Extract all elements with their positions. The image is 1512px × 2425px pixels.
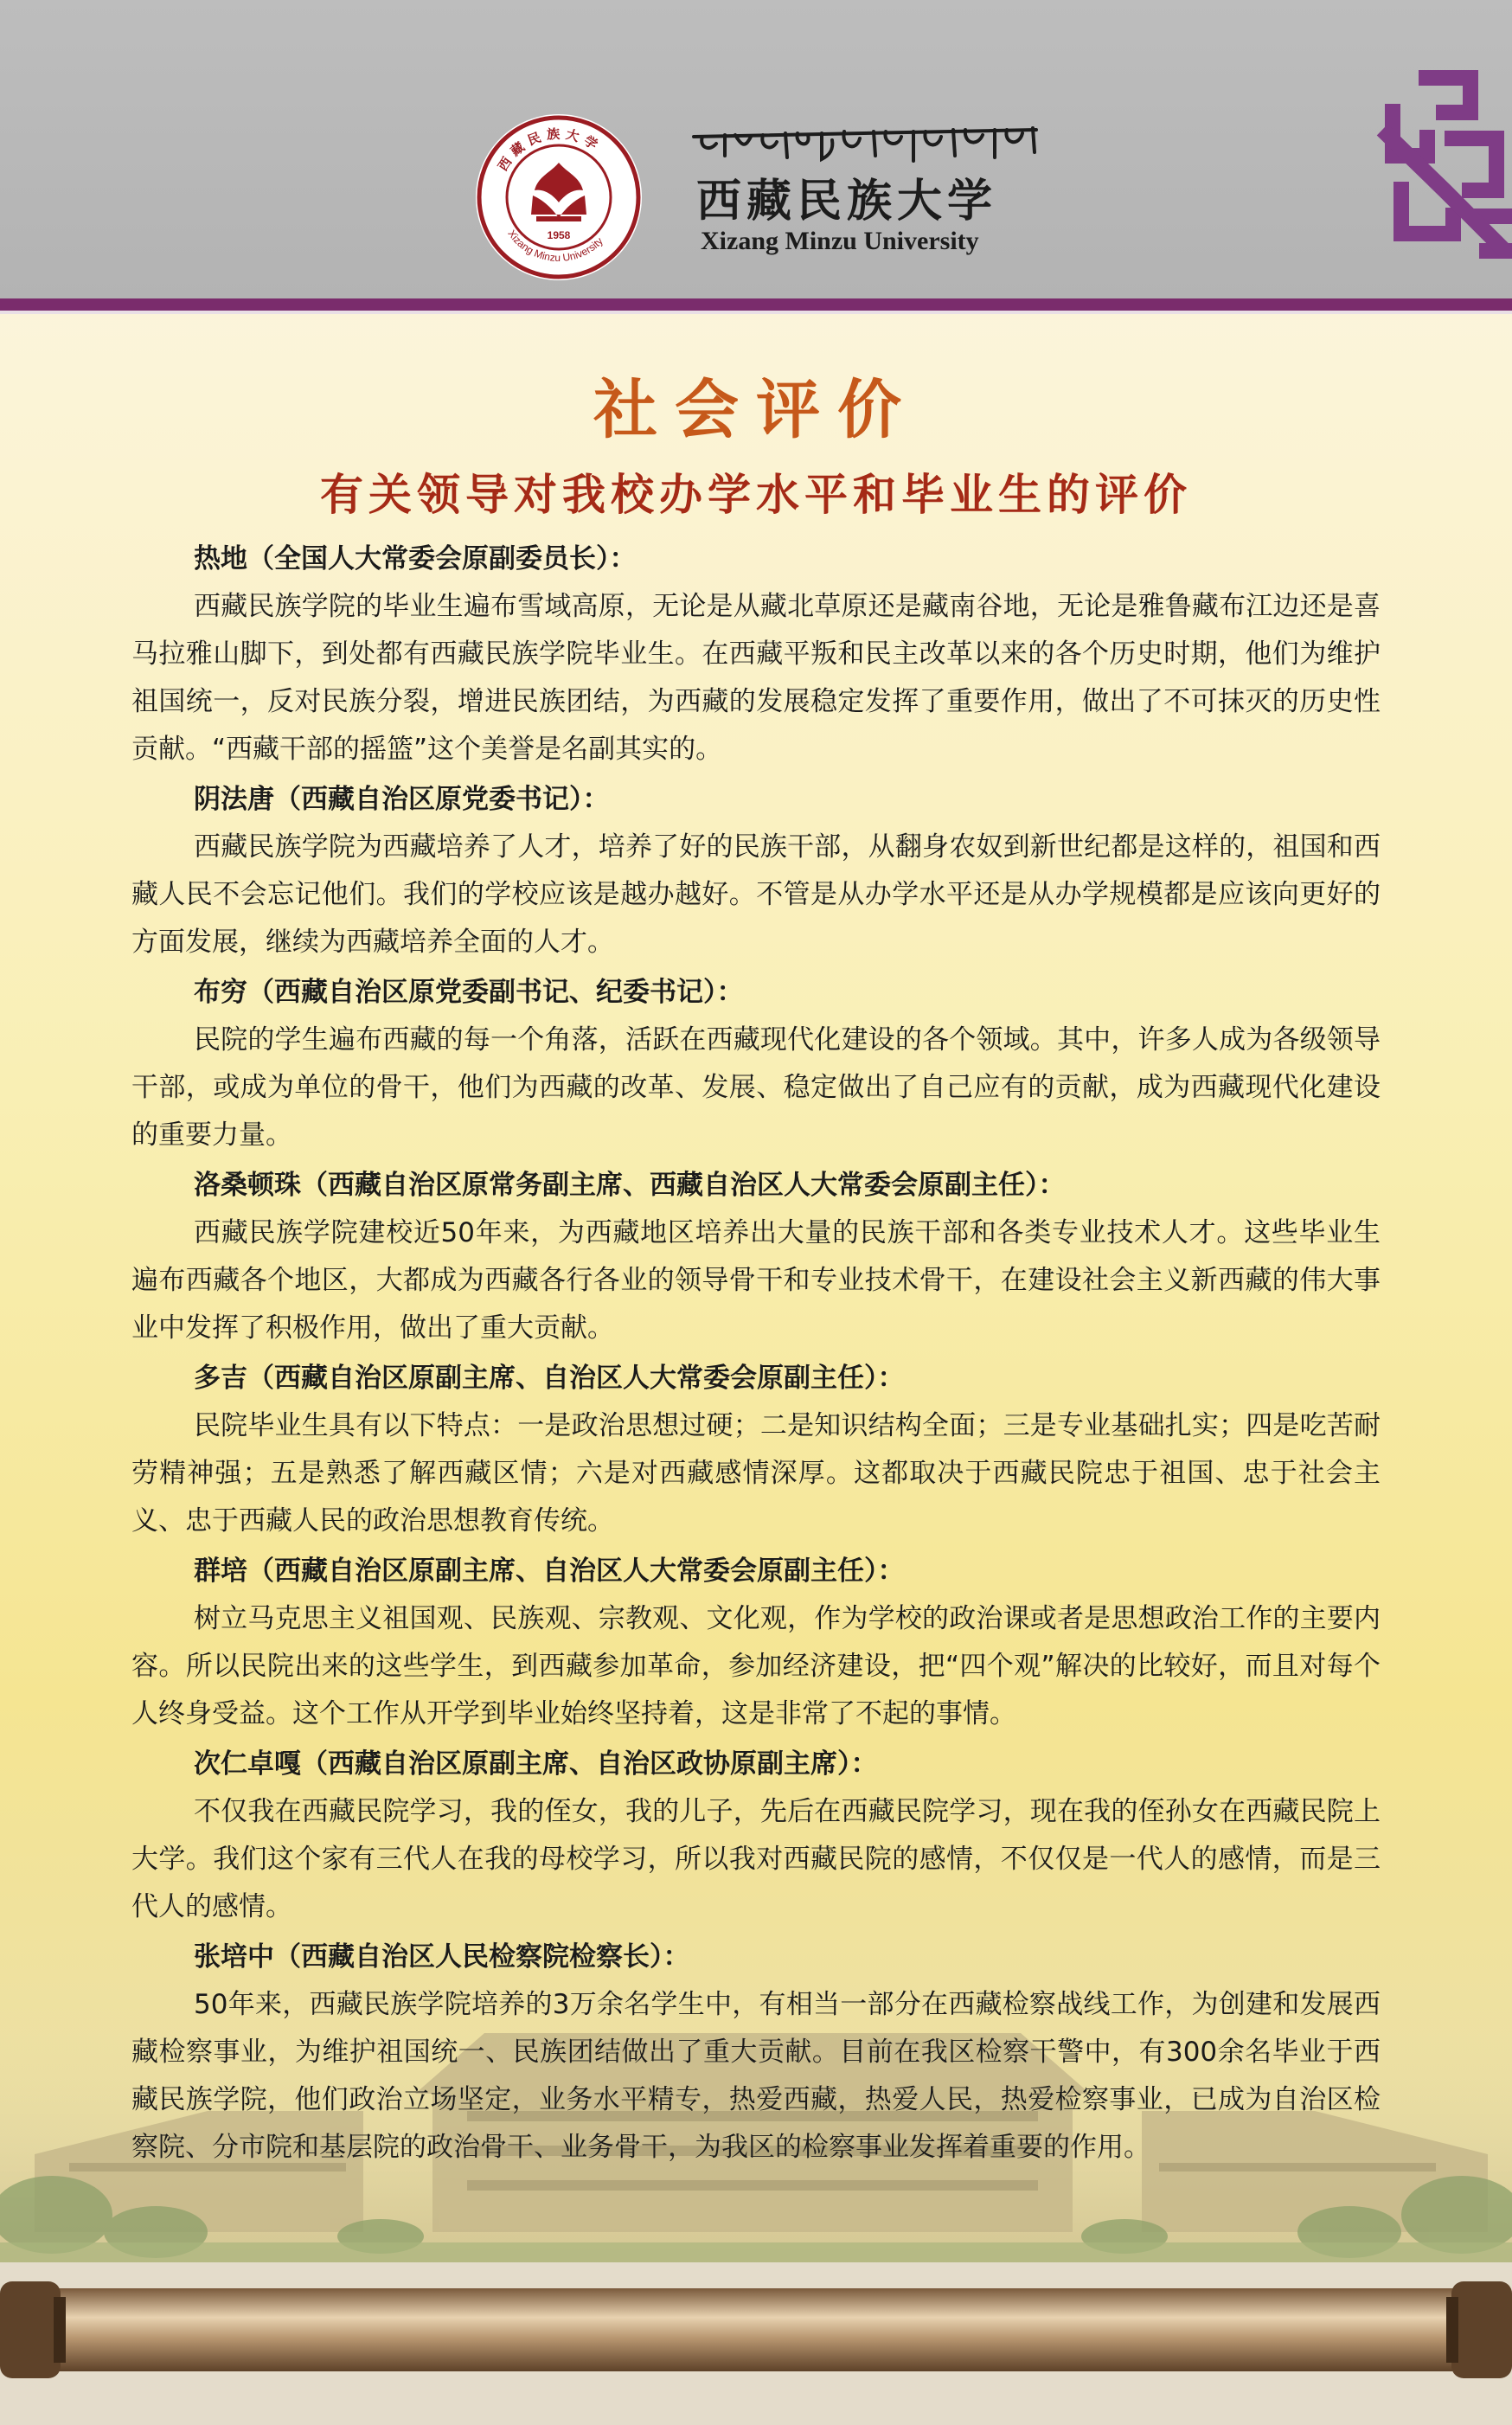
section-body-7: 不仅我在西藏民院学习，我的侄女，我的儿子，先后在西藏民院学习，现在我的侄孙女在西藏民院上大学。我们这个家有三代人在我的母校学习，所以我对西藏民院的感情，不仅仅是一代人的感情，而是三代人的感情。 [131, 1796, 1381, 1922]
page-subtitle: 有关领导对我校办学水平和毕业生的评价 [320, 470, 1192, 520]
header-divider [0, 298, 1512, 311]
section-body-4: 西藏民族学院建校近50年来，为西藏地区培养出大量的民族干部和各类专业技术人才。这些毕业生遍布西藏各个地区，大都成为西藏各行各业的领导骨干和专业技术骨干，在建设社会主义新西藏的伟大事业中发挥了积极作用，做出了重大贡献。 [131, 1217, 1381, 1344]
section-body-5: 民院毕业生具有以下特点：一是政治思想过硬；二是知识结构全面；三是专业基础扎实；四是吃苦耐劳精神强；五是熟悉了解西藏区情；六是对西藏感情深厚。这都取决于西藏民院忠于祖国、忠于社会主义、忠于西藏人民的政治思想教育传统。 [131, 1410, 1381, 1536]
section-heading-7: 次仁卓嘎（西藏自治区原副主席、自治区政协原副主席）： [194, 1748, 878, 1780]
section-heading-8: 张培中（西藏自治区人民检察院检察长）： [194, 1941, 690, 1973]
section-heading-5: 多吉（西藏自治区原副主席、自治区人大常委会原副主任）： [194, 1363, 905, 1394]
section-body-2: 西藏民族学院为西藏培养了人才，培养了好的民族干部，从翻身农奴到新世纪都是这样的，祖国和西藏人民不会忘记他们。我们的学校应该是越办越好。不管是从办学水平还是从办学规模都是应该向更好的方面发展，继续为西藏培养全面的人才。 [131, 831, 1381, 958]
section-body-6: 树立马克思主义祖国观、民族观、宗教观、文化观，作为学校的政治课或者是思想政治工作的主要内容。所以民院出来的这些学生，到西藏参加革命，参加经济建设，把“四个观”解决的比较好，而且对每个人终身受益。这个工作从开学到毕业始终坚持着，这是非常了不起的事情。 [131, 1603, 1381, 1729]
seal-text-en: Xizang Minzu University [505, 228, 605, 265]
seal-year: 1958 [547, 229, 571, 241]
endless-knot-ornament [1367, 52, 1512, 303]
seal-text-cn: 西藏民族大学 [495, 125, 605, 174]
evaluation-list [131, 535, 1381, 2173]
university-name-en: Xizang Minzu University [701, 227, 979, 255]
section-heading-2: 阴法唐（西藏自治区原党委书记）： [194, 784, 610, 815]
section-heading-6: 群培（西藏自治区原副主席、自治区人大常委会原副主任）： [194, 1556, 905, 1587]
section-heading-3: 布穷（西藏自治区原党委副书记、纪委书记）： [194, 977, 744, 1008]
section-body-3: 民院的学生遍布西藏的每一个角落，活跃在西藏现代化建设的各个领域。其中，许多人成为各级领导干部，或成为单位的骨干，他们为西藏的改革、发展、稳定做出了自己应有的贡献，成为西藏现代化建设的重要力量。 [131, 1024, 1381, 1151]
university-name-cn: 西藏民族大学 [696, 175, 998, 228]
section-body-8: 50年来，西藏民族学院培养的3万余名学生中，有相当一部分在西藏检察战线工作，为创建和发展西藏检察事业，为维护祖国统一、民族团结做出了重大贡献。目前在我区检察干警中，有300余名毕业于西藏民族学院，他们政治立场坚定，业务水平精专，热爱西藏，热爱人民，热爱检察事业，已成为自治区检察院、分市院和基层院的政治骨干、业务骨干，为我区的检察事业发挥着重要的作用。 [131, 1989, 1381, 2163]
section-heading-1: 热地（全国人大常委会原副委员长）： [194, 543, 637, 574]
section-heading-4: 洛桑顿珠（西藏自治区原常务副主席、西藏自治区人大常委会原副主任）： [194, 1170, 1066, 1201]
page-title: 社会评价 [593, 373, 919, 447]
scroll-ornament [0, 2262, 1512, 2425]
section-body-1: 西藏民族学院的毕业生遍布雪域高原，无论是从藏北草原还是藏南谷地，无论是雅鲁藏布江边还是喜马拉雅山脚下，到处都有西藏民族学院毕业生。在西藏平叛和民主改革以来的各个历史时期，他们为维护祖国统一，反对民族分裂，增进民族团结，为西藏的发展稳定发挥了重要作用，做出了不可抹灭的历史性贡献。“西藏干部的摇篮”这个美誉是名副其实的。 [131, 591, 1381, 765]
university-seal-logo [474, 112, 644, 282]
header-divider-light [0, 311, 1512, 314]
tibetan-script-logo [690, 121, 1054, 166]
